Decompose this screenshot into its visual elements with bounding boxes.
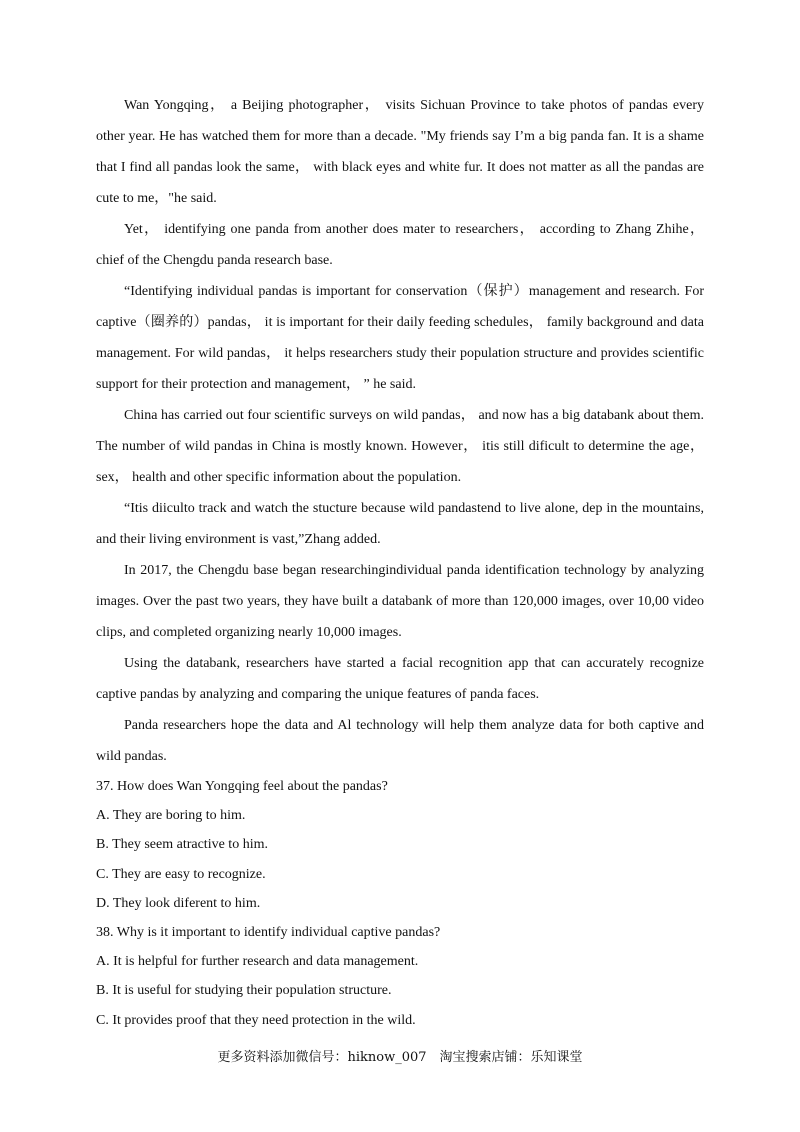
question-37-stem: 37. How does Wan Yongqing feel about the pandas?: [96, 779, 388, 794]
passage-paragraph-3: “Identifying individual pandas is important for conservation（保护）management and research. For captive（圈养的）pandas， it is important for their daily feeding schedules， family background and data management. For wild pandas， it helps researchers study their population structure and provides scientific support for their protection and management， ” he said.: [96, 284, 704, 392]
passage-paragraph-6: In 2017, the Chengdu base began researchingindividual panda identification technology by analyzing images. Over the past two years, they have built a databank of more than 120,000 images, over 10,00 video clips, and completed organizing nearly 10,000 images.: [96, 563, 704, 640]
question-38-option-c: C. It provides proof that they need protection in the wild.: [96, 1012, 416, 1028]
question-37: [96, 772, 704, 918]
question-37-option-b: B. They seem atractive to him.: [96, 837, 268, 853]
passage-paragraph-2: Yet， identifying one panda from another does mater to researchers， according to Zhang Zhihe， chief of the Chengdu panda research base.: [96, 222, 704, 268]
question-38-option-b: B. It is useful for studying their population structure.: [96, 983, 392, 999]
question-37-option-a: A. They are boring to him.: [96, 808, 246, 824]
question-38: [96, 918, 704, 1035]
passage-paragraph-7: Using the databank, researchers have started a facial recognition app that can accurately recognize captive pandas by analyzing and comparing the unique features of panda faces.: [96, 656, 704, 702]
passage-paragraph-5: “Itis diiculto track and watch the stucture because wild pandastend to live alone, dep in the mountains, and their living environment is vast,”Zhang added.: [96, 501, 704, 547]
passage-paragraph-4: China has carried out four scientific surveys on wild pandas， and now has a big databank about them. The number of wild pandas in China is mostly known. However， itis still dificult to determine the age， sex， health and other specific information about the population.: [96, 408, 704, 485]
passage-paragraph-8: Panda researchers hope the data and Al technology will help them analyze data for both captive and wild pandas.: [96, 718, 704, 764]
page-footer: 更多资料添加微信号：hiknow_007 淘宝搜索店铺：乐知课堂: [217, 1050, 583, 1065]
passage-paragraph-1: Wan Yongqing， a Beijing photographer， visits Sichuan Province to take photos of pandas every other year. He has watched them for more than a decade. "My friends say I’m a big panda fan. It is a shame that I find all pandas look the same， with black eyes and white fur. It does not matter as all the pandas are cute to me，"he said.: [96, 98, 704, 206]
document-body: [96, 90, 704, 1035]
question-38-stem: 38. Why is it important to identify individual captive pandas?: [96, 925, 441, 941]
question-37-option-c: C. They are easy to recognize.: [96, 866, 266, 882]
question-38-option-a: A. It is helpful for further research and data management.: [96, 954, 419, 970]
question-37-option-d: D. They look diferent to him.: [96, 895, 261, 911]
